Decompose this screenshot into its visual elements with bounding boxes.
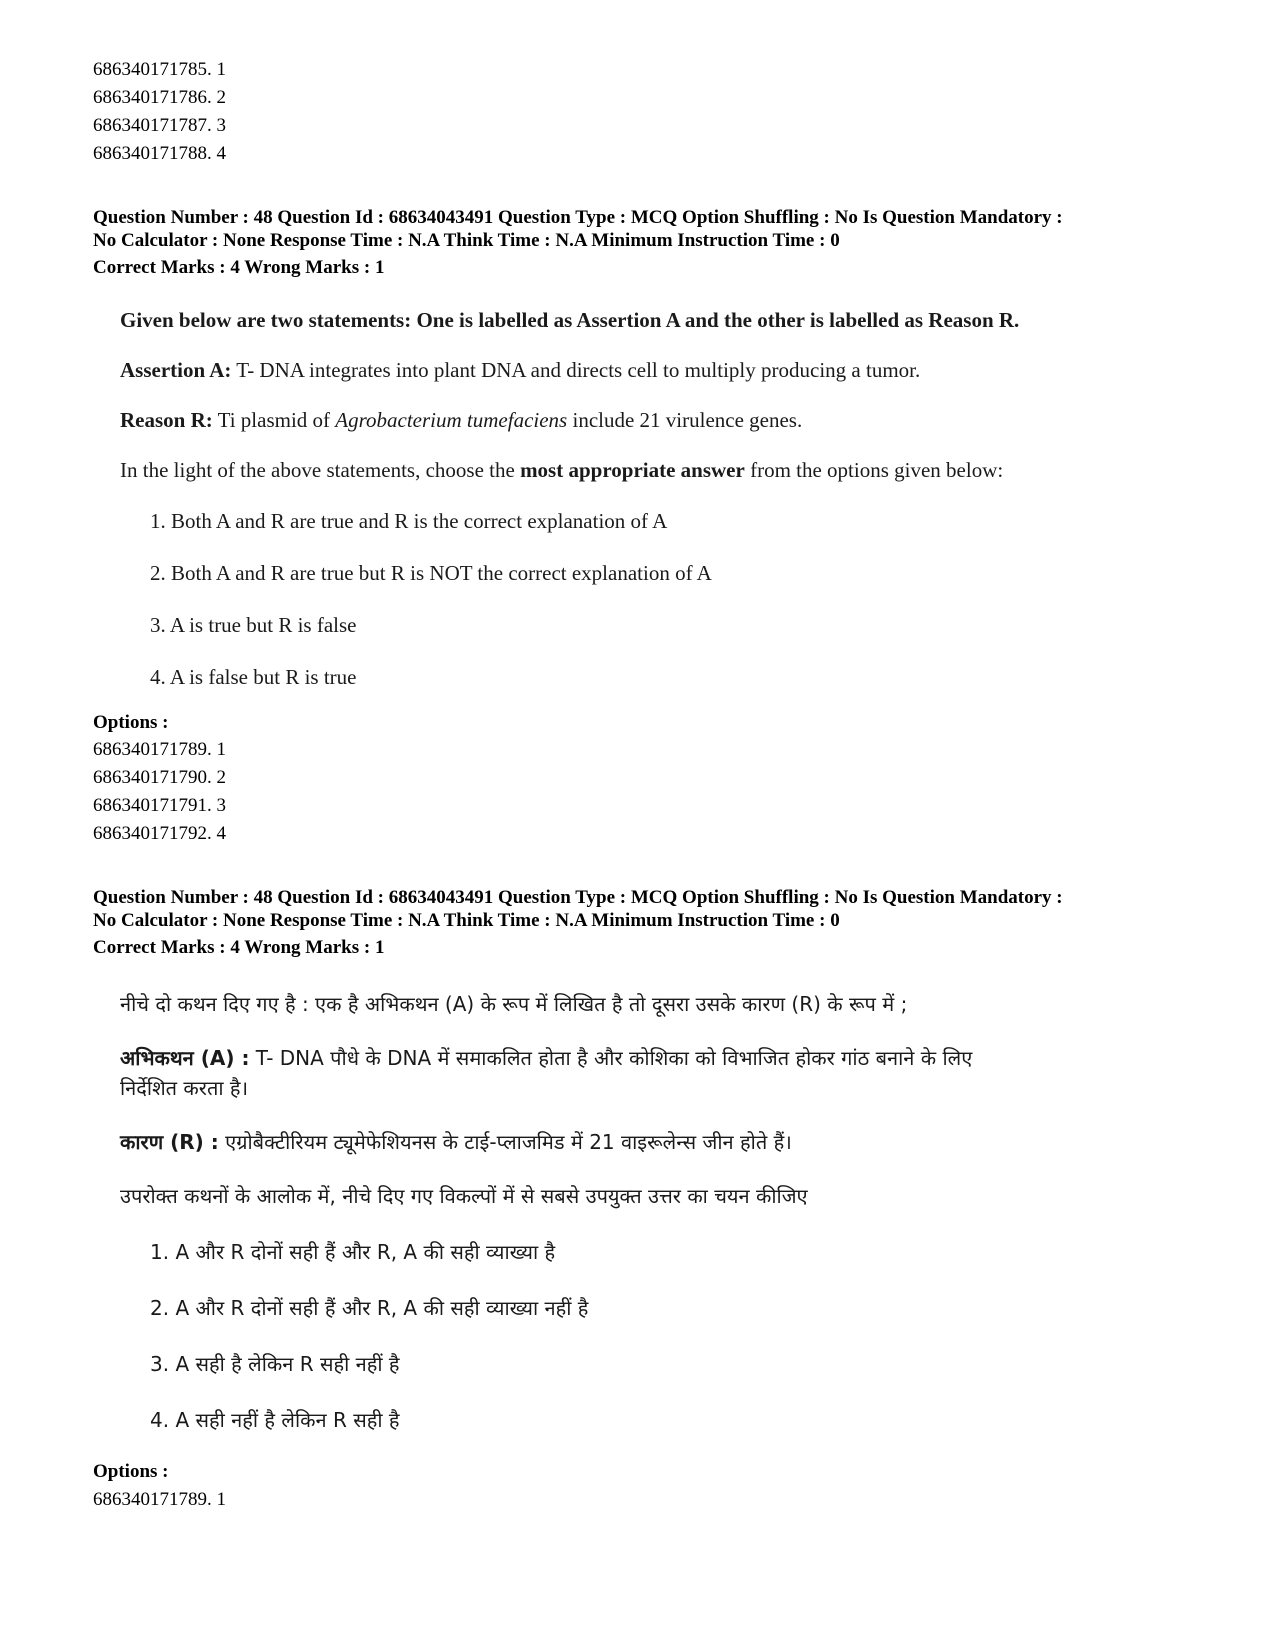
question-meta-line2: No Calculator : None Response Time : N.A Think Time : N.A Minimum Instruction Time : 0 xyxy=(93,910,840,931)
question-meta-line1: Question Number : 48 Question Id : 68634043491 Question Type : MCQ Option Shuffling : No Is Question Mandatory : xyxy=(93,207,1063,228)
option-line: 686340171791. 3 xyxy=(93,795,226,816)
instruction-pre: In the light of the above statements, choose the xyxy=(120,458,521,482)
assertion-text: T- DNA integrates into plant DNA and directs cell to multiply producing a tumor. xyxy=(231,358,921,382)
option-line: 686340171789. 1 xyxy=(93,739,226,760)
reason-statement-hindi xyxy=(120,1126,792,1158)
question-meta-line2: No Calculator : None Response Time : N.A Think Time : N.A Minimum Instruction Time : 0 xyxy=(93,230,840,251)
reason-text-post: include 21 virulence genes. xyxy=(567,408,803,432)
options-heading: Options : xyxy=(93,1461,169,1482)
answer-choice: 4. A is false but R is true xyxy=(150,665,357,689)
assertion-label-hindi: अभिकथन (A) : xyxy=(120,1046,250,1070)
reason-text-hindi: एग्रोबैक्टीरियम ट्यूमेफेशियनस के टाई-प्लाजमिड में 21 वाइरूलेन्स जीन होते हैं। xyxy=(218,1130,792,1154)
reason-text-italic: Agrobacterium tumefaciens xyxy=(335,408,568,432)
assertion-statement xyxy=(120,356,920,384)
options-heading: Options : xyxy=(93,712,169,733)
reason-statement xyxy=(120,406,802,434)
instruction-bold: most appropriate answer xyxy=(520,458,745,482)
instruction-post: from the options given below: xyxy=(744,458,1004,482)
reason-label-hindi: कारण (R) : xyxy=(120,1130,219,1154)
reason-text-pre: Ti plasmid of xyxy=(212,408,336,432)
assertion-text-hindi-line2: निर्देशित करता है। xyxy=(120,1076,249,1100)
question-meta-line1: Question Number : 48 Question Id : 68634043491 Question Type : MCQ Option Shuffling : No Is Question Mandatory : xyxy=(93,887,1063,908)
answer-choice-hindi: 4. A सही नहीं है लेकिन R सही है xyxy=(150,1408,400,1432)
question-marks: Correct Marks : 4 Wrong Marks : 1 xyxy=(93,257,385,278)
option-line: 686340171785. 1 xyxy=(93,59,226,80)
question-intro: Given below are two statements: One is labelled as Assertion A and the other is labelled as Reason R. xyxy=(120,308,1020,332)
answer-choice: 2. Both A and R are true but R is NOT the correct explanation of A xyxy=(150,561,712,585)
answer-choice-hindi: 3. A सही है लेकिन R सही नहीं है xyxy=(150,1352,400,1376)
option-line: 686340171786. 2 xyxy=(93,87,226,108)
question-instruction xyxy=(120,456,1003,484)
question-marks: Correct Marks : 4 Wrong Marks : 1 xyxy=(93,937,385,958)
question-intro-hindi: नीचे दो कथन दिए गए है : एक है अभिकथन (A) के रूप में लिखित है तो दूसरा उसके कारण (R) के रूप में ; xyxy=(120,992,908,1016)
option-line: 686340171792. 4 xyxy=(93,823,226,844)
assertion-statement-hindi xyxy=(120,1042,972,1074)
reason-label: Reason R: xyxy=(120,408,213,432)
option-line: 686340171790. 2 xyxy=(93,767,226,788)
option-line: 686340171789. 1 xyxy=(93,1489,226,1510)
assertion-label: Assertion A: xyxy=(120,358,232,382)
answer-choice-hindi: 1. A और R दोनों सही हैं और R, A की सही व्याख्या है xyxy=(150,1240,556,1264)
assertion-text-hindi-line1: T- DNA पौधे के DNA में समाकलित होता है और कोशिका को विभाजित होकर गांठ बनाने के लिए xyxy=(249,1046,973,1070)
answer-choice: 1. Both A and R are true and R is the correct explanation of A xyxy=(150,509,668,533)
option-line: 686340171788. 4 xyxy=(93,143,226,164)
question-instruction-hindi: उपरोक्त कथनों के आलोक में, नीचे दिए गए विकल्पों में से सबसे उपयुक्त उत्तर का चयन कीजिए xyxy=(120,1184,808,1208)
answer-choice-hindi: 2. A और R दोनों सही हैं और R, A की सही व्याख्या नहीं है xyxy=(150,1296,589,1320)
option-line: 686340171787. 3 xyxy=(93,115,226,136)
answer-choice: 3. A is true but R is false xyxy=(150,613,357,637)
